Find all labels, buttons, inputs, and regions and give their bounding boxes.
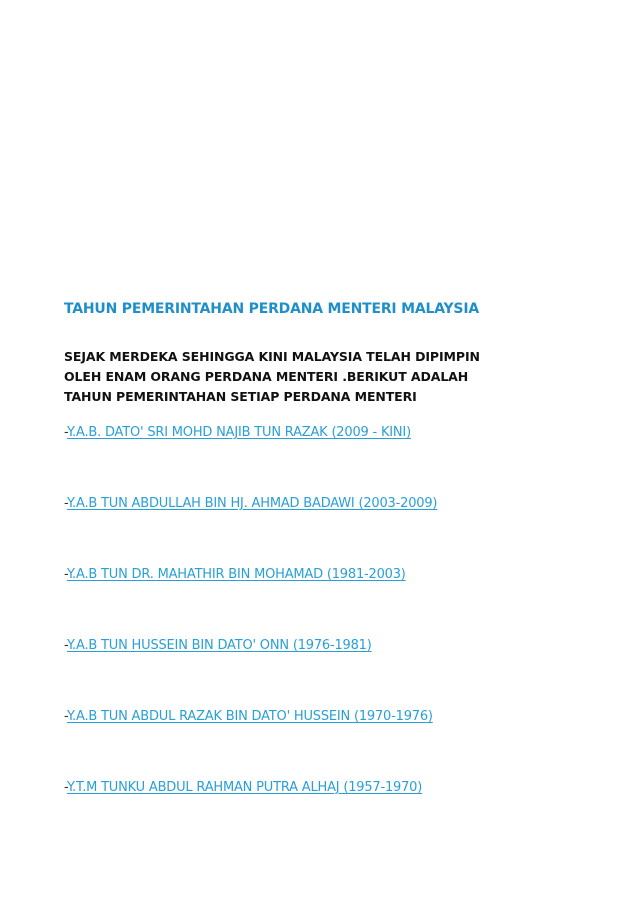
intro-paragraph	[64, 347, 584, 407]
prime-minister-link-hussein[interactable]: Y.A.B TUN HUSSEIN BIN DATO' ONN (1976-1981)	[66, 638, 372, 653]
prime-minister-list	[64, 423, 604, 849]
intro-line: OLEH ENAM ORANG PERDANA MENTERI .BERIKUT ADALAH	[64, 369, 469, 384]
prime-minister-link-abdul-razak[interactable]: Y.A.B TUN ABDUL RAZAK BIN DATO' HUSSEIN (1970-1976)	[66, 709, 433, 724]
list-dash: -	[64, 425, 67, 440]
list-item	[64, 636, 604, 707]
list-item	[64, 494, 604, 565]
list-item	[64, 423, 604, 494]
list-item	[64, 707, 604, 778]
document-title: TAHUN PEMERINTAHAN PERDANA MENTERI MALAYSIA	[64, 301, 479, 317]
list-item	[64, 565, 604, 636]
prime-minister-link-abdullah[interactable]: Y.A.B TUN ABDULLAH BIN HJ. AHMAD BADAWI (2003-2009)	[66, 496, 438, 511]
intro-line: TAHUN PEMERINTAHAN SETIAP PERDANA MENTERI	[64, 389, 417, 404]
list-dash: -	[64, 780, 67, 795]
prime-minister-link-tunku[interactable]: Y.T.M TUNKU ABDUL RAHMAN PUTRA ALHAJ (1957-1970)	[66, 780, 423, 795]
prime-minister-link-najib[interactable]: Y.A.B. DATO' SRI MOHD NAJIB TUN RAZAK (2009 - KINI)	[66, 425, 411, 440]
prime-minister-link-mahathir[interactable]: Y.A.B TUN DR. MAHATHIR BIN MOHAMAD (1981-2003)	[66, 567, 406, 582]
list-dash: -	[64, 709, 67, 724]
intro-line: SEJAK MERDEKA SEHINGGA KINI MALAYSIA TELAH DIPIMPIN	[64, 349, 480, 364]
list-dash: -	[64, 496, 67, 511]
list-dash: -	[64, 638, 67, 653]
list-item	[64, 778, 604, 849]
list-dash: -	[64, 567, 67, 582]
